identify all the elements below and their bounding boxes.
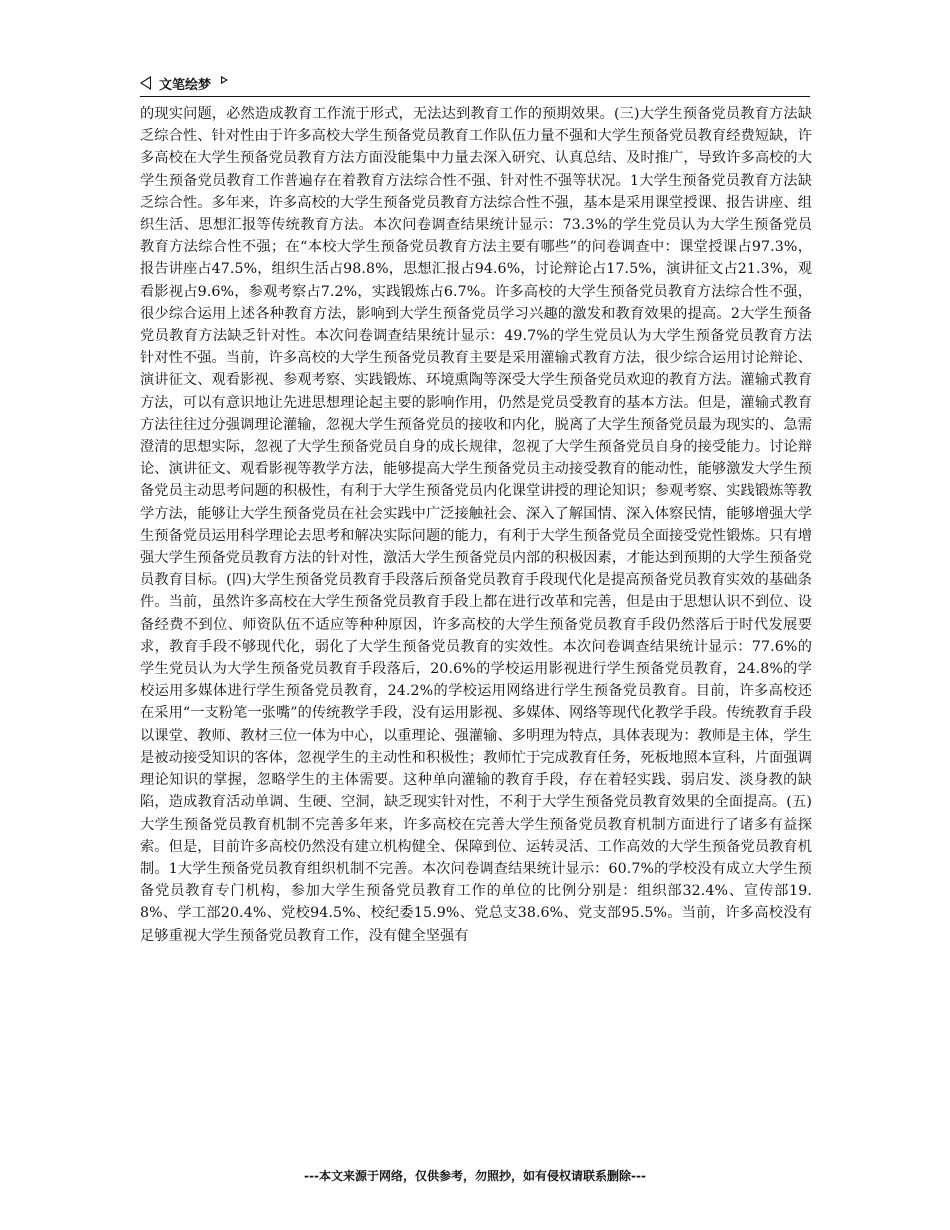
triangle-left-icon	[140, 76, 151, 90]
document-body	[140, 103, 812, 947]
body-paragraph: 的现实问题，必然造成教育工作流于形式，无法达到教育工作的预期效果。(三)大学生预备党员教育方法缺乏综合性、针对性由于许多高校大学生预备党员教育工作队伍力量不强和大学生预备党员教育经费短缺，许多高校在大学生预备党员教育方法方面没能集中力量去深入研究、认真总结、及时推广，导致许多高校的大学生预备党员教育工作普遍存在着教育方法综合性不强、针对性不强等状况。1大学生预备党员教育方法缺乏综合性。多年来，许多高校的大学生预备党员教育方法综合性不强，基本是采用课堂授课、报告讲座、组织生活、思想汇报等传统教育方法。本次问卷调查结果统计显示：73.3%的学生党员认为大学生预备党员教育方法综合性不强；在“本校大学生预备党员教育方法主要有哪些”的问卷调查中：课堂授课占97.3%，报告讲座占47.5%，组织生活占98.8%，思想汇报占94.6%，讨论辩论占17.5%，演讲征文占21.3%，观看影视占9.6%，参观考察占7.2%，实践锻炼占6.7%。许多高校的大学生预备党员教育方法综合性不强，很少综合运用上述各种教育方法，影响到大学生预备党员学习兴趣的激发和教育效果的提高。2大学生预备党员教育方法缺乏针对性。本次问卷调查结果统计显示：49.7%的学生党员认为大学生预备党员教育方法针对性不强。当前，许多高校的大学生预备党员教育主要是采用灌输式教育方法，很少综合运用讨论辩论、演讲征文、观看影视、参观考察、实践锻炼、环境熏陶等深受大学生预备党员欢迎的教育方法。灌输式教育方法，可以有意识地让先进思想理论起主要的影响作用，仍然是党员受教育的基本方法。但是，灌输式教育方法往往过分强调理论灌输，忽视大学生预备党员的接收和内化，脱离了大学生预备党员最为现实的、急需澄清的思想实际，忽视了大学生预备党员自身的成长规律，忽视了大学生预备党员自身的接受能力。讨论辩论、演讲征文、观看影视等教学方法，能够提高大学生预备党员主动接受教育的能动性，能够激发大学生预备党员主动思考问题的积极性，有利于大学生预备党员内化课堂讲授的理论知识；参观考察、实践锻炼等教学方法，能够让大学生预备党员在社会实践中广泛接触社会、深入了解国情、深入体察民情，能够增强大学生预备党员运用科学理论去思考和解决实际问题的能力，有利于大学生预备党员全面接受党性锻炼。只有增强大学生预备党员教育方法的针对性，激活大学生预备党员内部的积极因素，才能达到预期的大学生预备党员教育目标。(四)大学生预备党员教育手段落后预备党员教育手段现代化是提高预备党员教育实效的基础条件。当前，虽然许多高校在大学生预备党员教育手段上都在进行改革和完善，但是由于思想认识不到位、设备经费不到位、师资队伍不适应等种种原因，许多高校的大学生预备党员教育手段仍然落后于时代发展要求，教育手段不够现代化，弱化了大学生预备党员教育的实效性。本次问卷调查结果统计显示：77.6%的学生党员认为大学生预备党员教育手段落后，20.6%的学校运用影视进行学生预备党员教育，24.8%的学校运用多媒体进行学生预备党员教育，24.2%的学校运用网络进行学生预备党员教育。目前，许多高校还在采用“一支粉笔一张嘴”的传统教学手段，没有运用影视、多媒体、网络等现代化教学手段。传统教育手段以课堂、教师、教材三位一体为中心，以重理论、强灌输、多明理为特点，具体表现为：教师是主体，学生是被动接受知识的客体，忽视学生的主动性和积极性；教师忙于完成教育任务，死板地照本宣科，片面强调理论知识的掌握，忽略学生的主体需要。这种单向灌输的教育手段，存在着轻实践、弱启发、淡身教的缺陷，造成教育活动单调、生硬、空洞，缺乏现实针对性，不利于大学生预备党员教育效果的全面提高。(五)大学生预备党员教育机制不完善多年来，许多高校在完善大学生预备党员教育机制方面进行了诸多有益探索。但是，目前许多高校仍然没有建立机构健全、保障到位、运转灵活、工作高效的大学生预备党员教育机制。1大学生预备党员教育组织机制不完善。本次问卷调查结果统计显示：60.7%的学校没有成立大学生预备党员教育专门机构，参加大学生预备党员教育工作的单位的比例分别是：组织部32.4%、宣传部19.8%、学工部20.4%、党校94.5%、校纪委15.9%、党总支38.6%、党支部95.5%。当前，许多高校没有足够重视大学生预备党员教育工作，没有健全坚强有	[140, 106, 812, 944]
page-header	[140, 72, 810, 94]
page-footer: ---本文来源于网络，仅供参考，勿照抄，如有侵权请联系删除---	[304, 1169, 646, 1183]
triangle-right-icon	[221, 76, 228, 84]
header-divider	[140, 96, 810, 97]
header-title: 文笔绘梦	[159, 77, 212, 93]
